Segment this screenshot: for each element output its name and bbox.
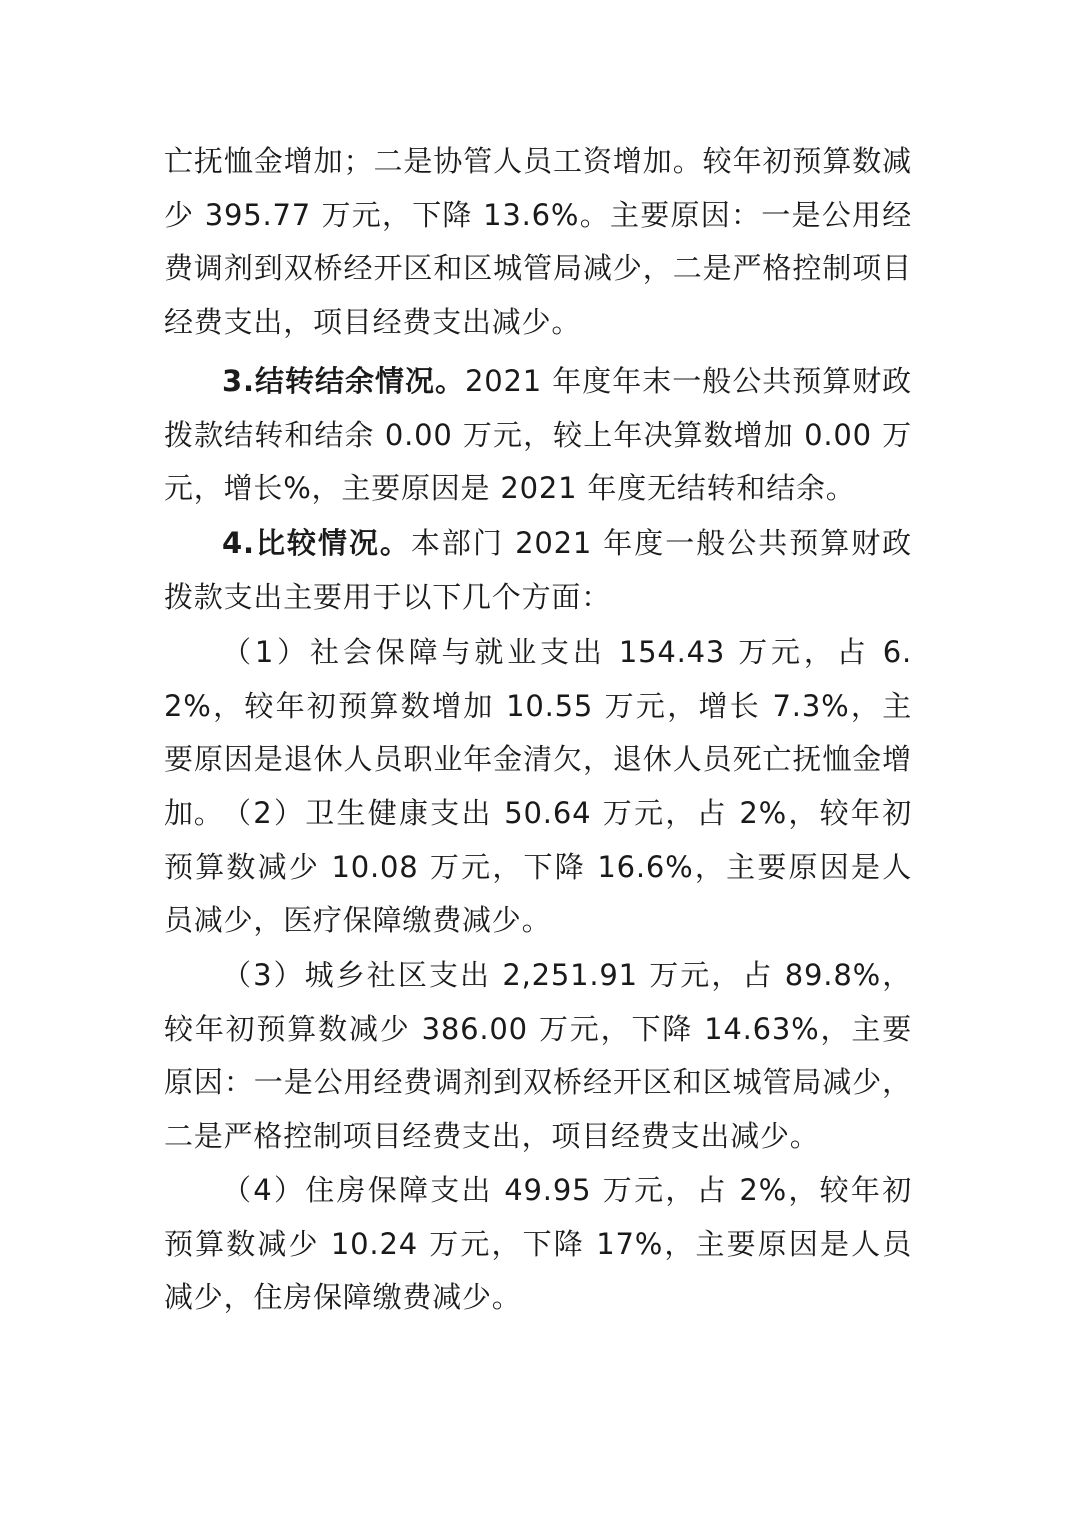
list-item-housing (164, 1164, 912, 1325)
paragraph-comparison (164, 517, 912, 624)
paragraph-carryover-balance (164, 355, 912, 516)
list-item-health (164, 787, 912, 948)
paragraph-continuation (164, 135, 912, 349)
paragraph-text: （2）卫生健康支出 50.64 万元，占 2%，较年初预算数减少 10.08 万元，下降 16.6%，主要原因是人员减少，医疗保障缴费减少。 (164, 796, 912, 937)
paragraph-text: （1）社会保障与就业支出 154.43 万元，占 6.2%，较年初预算数增加 10.55 万元，增长 7.3%，主要原因是退休人员职业年金清欠，退休人员死亡抚恤金增加。 (164, 635, 912, 830)
paragraph-text: （4）住房保障支出 49.95 万元，占 2%，较年初预算数减少 10.24 万元，下降 17%，主要原因是人员减少，住房保障缴费减少。 (164, 1173, 912, 1314)
paragraph-text: 2021 年度年末一般公共预算财政拨款结转和结余 0.00 万元，较上年决算数增加 0.00 万元，增长%，主要原因是 2021 年度无结转和结余。 (164, 364, 912, 505)
section-heading: 3.结转结余情况。 (222, 364, 465, 398)
paragraph-text: 亡抚恤金增加；二是协管人员工资增加。较年初预算数减少 395.77 万元，下降 13.6%。主要原因：一是公用经费调剂到双桥经开区和区城管局减少，二是严格控制项目经费支出，项目经费支出减少。 (164, 144, 912, 339)
section-heading: 4.比较情况。 (222, 526, 411, 560)
paragraph-text: （3）城乡社区支出 2,251.91 万元，占 89.8%，较年初预算数减少 386.00 万元，下降 14.63%，主要原因：一是公用经费调剂到双桥经开区和区城管局减少，二是严格控制项目经费支出，项目经费支出减少。 (164, 958, 912, 1153)
paragraph-text: 本部门 2021 年度一般公共预算财政拨款支出主要用于以下几个方面： (164, 526, 912, 614)
list-item-urban-rural (164, 949, 912, 1163)
